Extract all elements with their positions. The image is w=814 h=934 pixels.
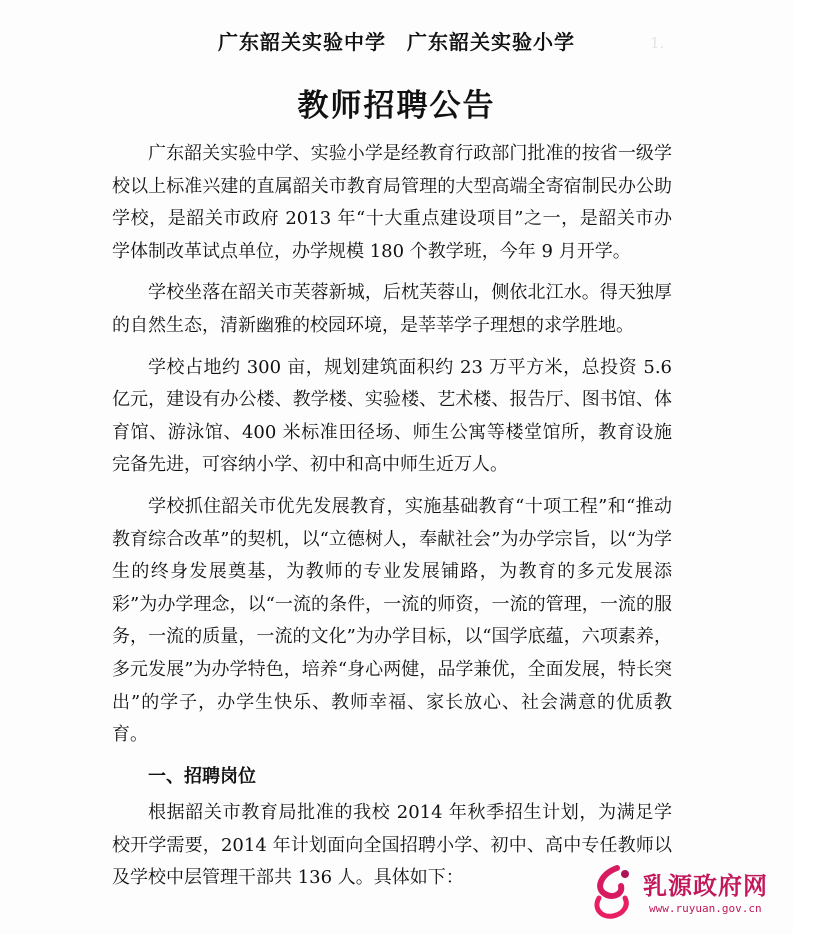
- announcement-body: [112, 138, 672, 904]
- bleed-through-line: [640, 66, 760, 81]
- school-names-header: 广东韶关实验中学 广东韶关实验小学: [218, 30, 575, 54]
- ruyuan-logo-icon: [587, 864, 637, 920]
- intro-paragraph: 广东韶关实验中学、实验小学是经教育行政部门批准的按省一级学校以上标准兴建的直属韶关市教育局管理的大型高端全寄宿制民办公助学校，是韶关市政府 2013 年“十大重点建设项目”之一，是韶关市办学体制改革试点单位，办学规模 180 个教学班，今年 9 月开学。: [112, 143, 672, 262]
- section-heading-recruitment: 一、招聘岗位: [148, 765, 256, 787]
- site-watermark: [587, 864, 787, 926]
- mission-paragraph: 学校抓住韶关市优先发展教育，实施基础教育“十项工程”和“推动教育综合改革”的契机，以“立德树人，奉献社会”为办学宗旨，以“为学生的终身发展奠基，为教师的专业发展铺路，为教育的多元发展添彩”为办学理念，以“一流的条件，一流的师资，一流的管理，一流的服务，一流的质量，一流的文化”为办学目标，以“国学底蕴，六项素养，多元发展”为办学特色，培养“身心两健，品学兼优，全面发展，特长突出”的学子，办学生快乐、教师幸福、家长放心、社会满意的优质教育。: [112, 495, 672, 746]
- recruitment-paragraph: 根据韶关市教育局批准的我校 2014 年秋季招生计划，为满足学校开学需要，2014 年计划面向全国招聘小学、初中、高中专任教师以及学校中层管理干部共 136 人。具体如下：: [112, 802, 672, 889]
- campus-paragraph: 学校占地约 300 亩，规划建筑面积约 23 万平方米，总投资 5.6 亿元，建设有办公楼、教学楼、实验楼、艺术楼、报告厅、图书馆、体育馆、游泳馆、400 米标准田径场、师生公寓等楼堂馆所，教育设施完备先进，可容纳小学、初中和高中师生近万人。: [112, 356, 672, 476]
- watermark-site-name: 乳源政府网: [643, 872, 768, 900]
- watermark-url: www.ruyuan.gov.cn: [649, 902, 762, 915]
- bleed-through-line: 1.: [650, 34, 814, 52]
- location-paragraph: 学校坐落在韶关市芙蓉新城，后枕芙蓉山，侧依北江水。得天独厚的自然生态，清新幽雅的校园环境，是莘莘学子理想的求学胜地。: [112, 282, 672, 336]
- page-title: 教师招聘公告: [297, 88, 496, 124]
